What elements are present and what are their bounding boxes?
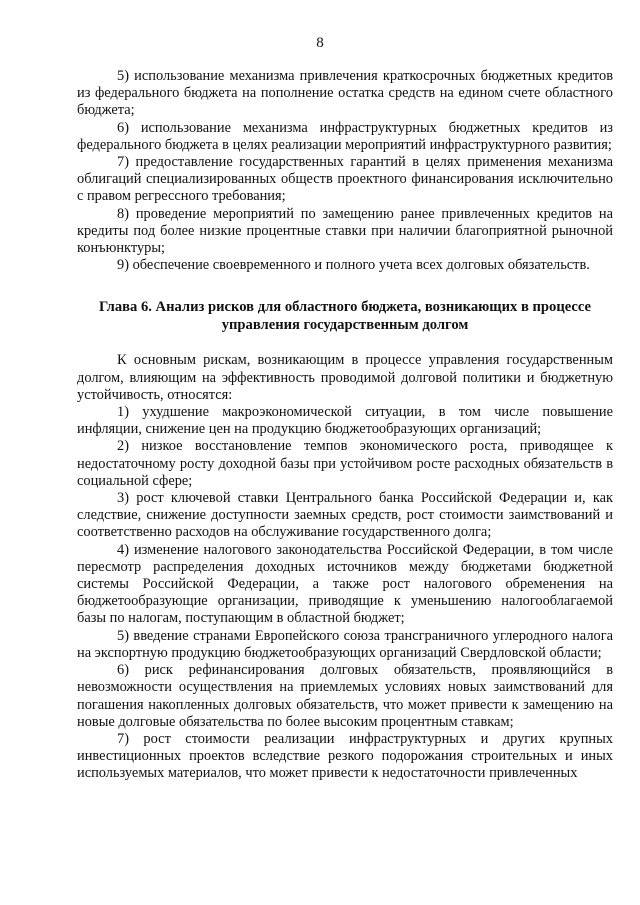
risk-item-2: 2) низкое восстановление темпов экономического роста, приводящее к недостаточному росту доходной базы при устойчивом росте расходных обязательств в социальной сфере; [77,438,613,489]
risk-item-5: 5) введение странами Европейского союза трансграничного углеродного налога на экспортную продукцию бюджетообразующих организаций Свердловской области; [77,627,613,661]
risk-item-3: 3) рост ключевой ставки Центрального банка Российской Федерации и, как следствие, снижение доступности заемных средств, рост стоимости заимствований и соответственно расходов на обслуживание государственного долга; [77,490,613,541]
page-number: 8 [316,35,324,51]
page-content [77,68,613,783]
list-item-6: 6) использование механизма инфраструктурных бюджетных кредитов из федерального бюджета в целях реализации мероприятий инфраструктурного развития; [77,119,613,153]
list-item-7: 7) предоставление государственных гарантий в целях применения механизма облигаций специализированных обществ проектного финансирования исключительно с правом регрессного требования; [77,154,613,205]
risk-item-7: 7) рост стоимости реализации инфраструктурных и других крупных инвестиционных проектов вследствие резкого подорожания строительных и иных используемых материалов, что может привести к недостаточности привлеченных [77,730,613,782]
list-item-8: 8) проведение мероприятий по замещению ранее привлеченных кредитов на кредиты под более низкие процентные ставки при наличии благоприятной рыночной конъюнктуры; [77,205,613,257]
intro-paragraph: К основным рискам, возникающим в процессе управления государственным долгом, влияющим на эффективность проводимой долговой политики и бюджетную устойчивость, относятся: [77,352,613,403]
list-item-9: 9) обеспечение своевременного и полного учета всех долговых обязательств. [117,257,590,274]
risk-item-4: 4) изменение налогового законодательства Российской Федерации, в том числе пересмотр распределения доходных источников между бюджетами бюджетной системы Российской Федерации, а также рост налогового обременения на бюджетообразующие организации, приводящие к уменьшению налогооблагаемой базы по налогам, поступающим в областной бюджет; [77,541,613,627]
risk-item-6: 6) риск рефинансирования долговых обязательств, проявляющийся в невозможности осуществления на приемлемых условиях новых заимствований для погашения накопленных долговых обязательств, что может привести к замещению на новые долговые обязательства по более высоким процентным ставкам; [77,662,613,730]
list-item-5: 5) использование механизма привлечения краткосрочных бюджетных кредитов из федерального бюджета на пополнение остатка средств на едином счете областного бюджета; [77,68,613,119]
chapter-heading: Глава 6. Анализ рисков для областного бюджета, возникающих в процессе управления государственным долгом [99,299,591,334]
risk-item-1: 1) ухудшение макроэкономической ситуации, в том числе повышение инфляции, снижение цен на продукцию бюджетообразующих организаций; [77,404,613,438]
